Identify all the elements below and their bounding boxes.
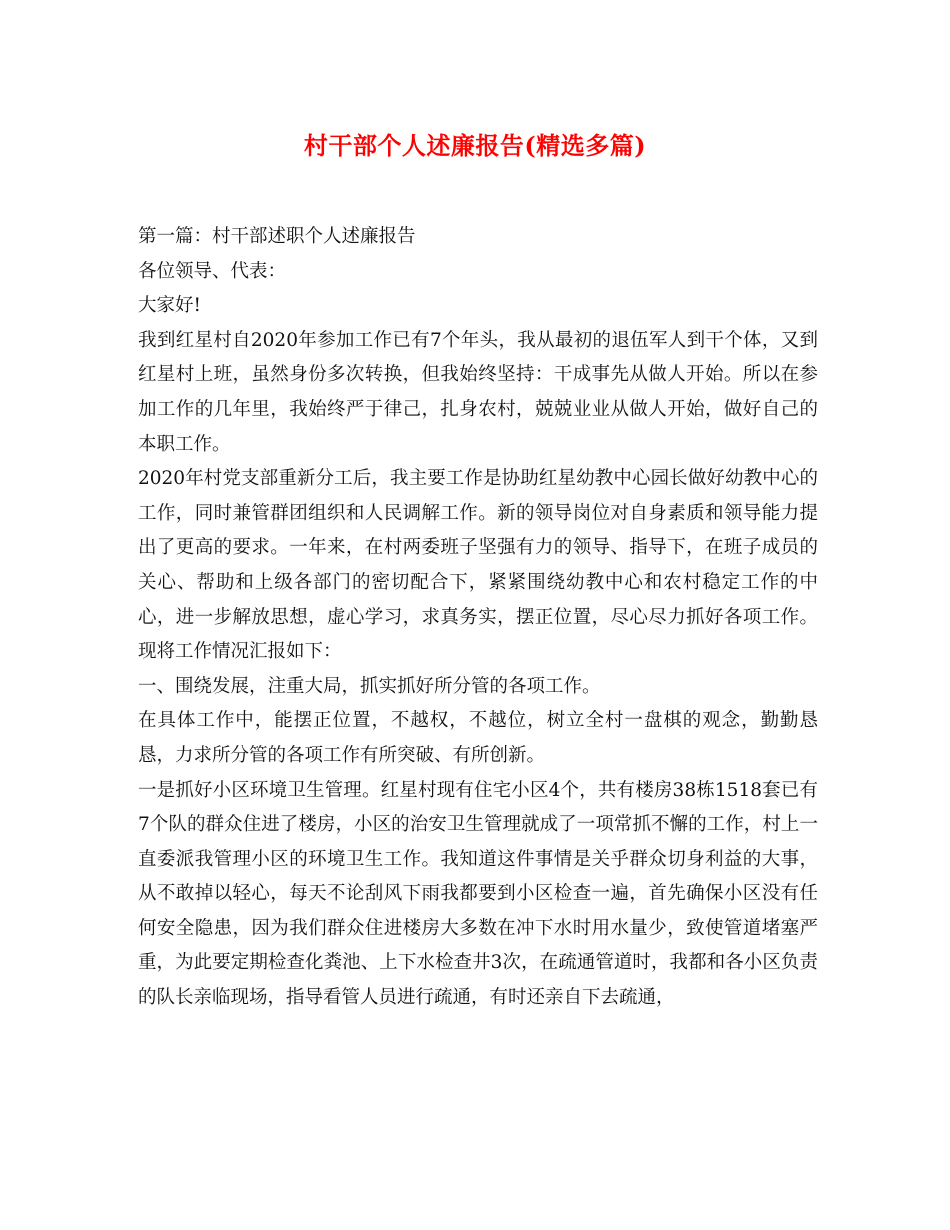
paragraph-section-heading: 第一篇：村干部述职个人述廉报告 (138, 226, 416, 247)
document-title: 村干部个人述廉报告(精选多篇) (303, 131, 647, 160)
paragraph-body: 我到红星村自2020年参加工作已有7个年头，我从最初的退伍军人到干个体，又到红星村上班，虽然身份多次转换，但我始终坚持：干成事先从做人开始。所以在参加工作的几年里，我始终严于律己，扎身农村，兢兢业业从做人开始，做好自己的本职工作。 (138, 329, 818, 455)
document-body (138, 220, 818, 1016)
paragraph-body: 在具体工作中，能摆正位置，不越权，不越位，树立全村一盘棋的观念，勤勤恳恳，力求所分管的各项工作有所突破、有所创新。 (138, 710, 818, 766)
paragraph-body: 一是抓好小区环境卫生管理。红星村现有住宅小区4个，共有楼房38栋1518套已有7个队的群众住进了楼房，小区的治安卫生管理就成了一项常抓不懈的工作，村上一直委派我管理小区的环境卫生工作。我知道这件事情是关乎群众切身利益的大事，从不敢掉以轻心，每天不论刮风下雨我都要到小区检查一遍，首先确保小区没有任何安全隐患，因为我们群众住进楼房大多数在冲下水时用水量少，致使管道堵塞严重，为此要定期检查化粪池、上下水检查井3次，在疏通管道时，我都和各小区负责的队长亲临现场，指导看管人员进行疏通，有时还亲自下去疏通， (138, 779, 818, 1009)
paragraph-body: 2020年村党支部重新分工后，我主要工作是协助红星幼教中心园长做好幼教中心的工作，同时兼管群团组织和人民调解工作。新的领导岗位对自身素质和领导能力提出了更高的要求。一年来，在村两委班子坚强有力的领导、指导下，在班子成员的关心、帮助和上级各部门的密切配合下，紧紧围绕幼教中心和农村稳定工作的中心，进一步解放思想，虚心学习，求真务实，摆正位置，尽心尽力抓好各项工作。现将工作情况汇报如下： (138, 468, 818, 663)
paragraph-greeting: 大家好! (138, 295, 201, 317)
paragraph-salutation: 各位领导、代表： (138, 260, 287, 282)
paragraph-subheading: 一、围绕发展，注重大局，抓实抓好所分管的各项工作。 (138, 675, 601, 697)
